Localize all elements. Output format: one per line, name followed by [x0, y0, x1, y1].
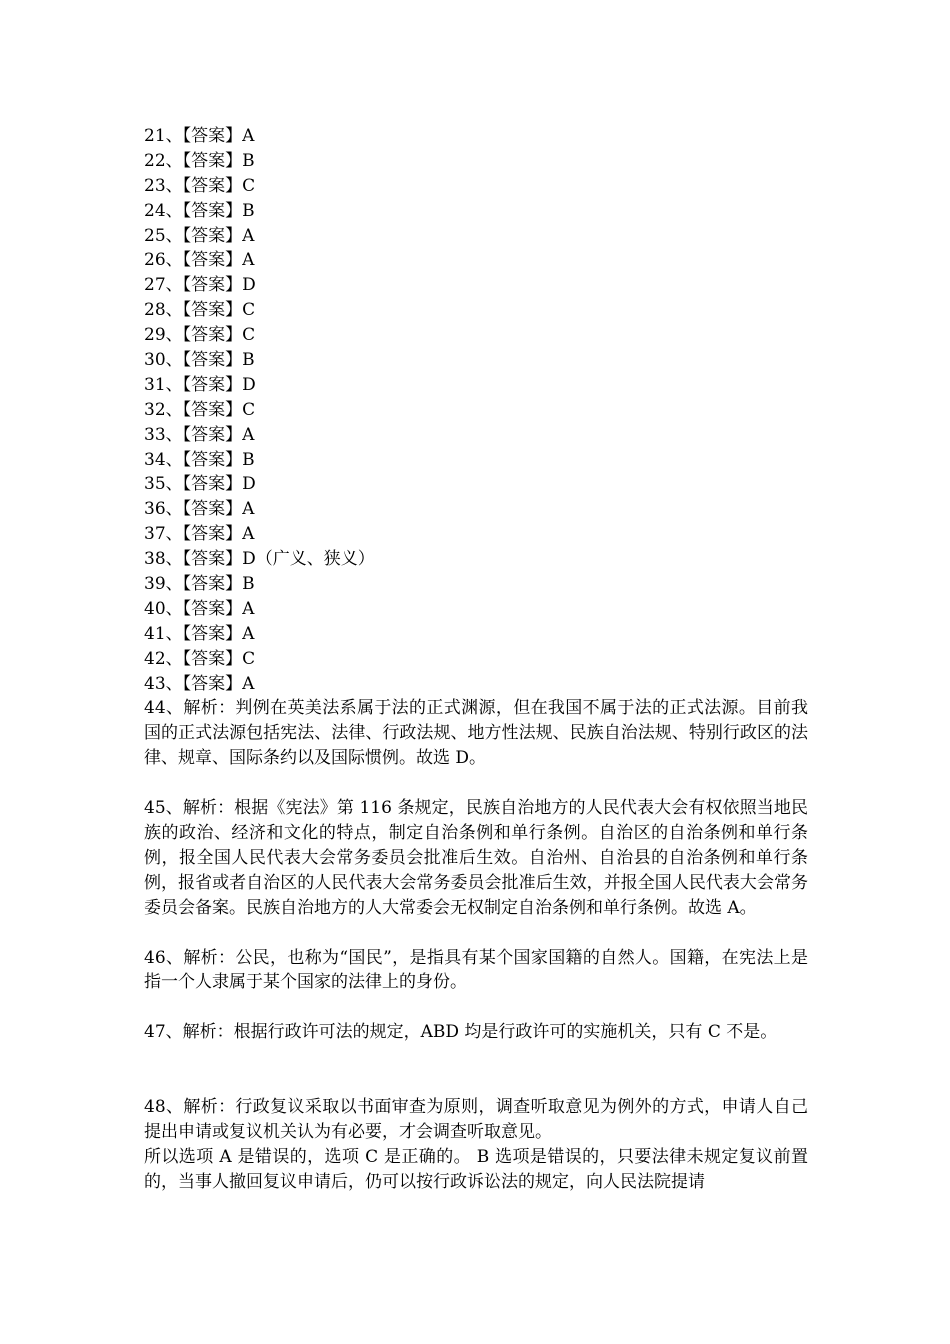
answer-line: 35、【答案】D — [144, 474, 256, 495]
paragraph-gap — [144, 771, 808, 796]
answer-line: 24、【答案】B — [144, 200, 255, 221]
answer-line: 41、【答案】A — [144, 623, 255, 644]
answer-line: 31、【答案】D — [144, 374, 256, 395]
paragraph-gap — [144, 1045, 808, 1095]
explanation-46: 46、解析：公民，也称为“国民”，是指具有某个国家国籍的自然人。国籍，在宪法上是指一个人隶属于某个国家的法律上的身份。 — [144, 947, 808, 993]
answer-line: 38、【答案】D（广义、狭义） — [144, 549, 375, 570]
document-page — [144, 124, 808, 1195]
answer-line: 27、【答案】D — [144, 275, 256, 296]
answer-line: 32、【答案】C — [144, 399, 256, 420]
answer-line: 33、【答案】A — [144, 424, 255, 445]
answer-line: 30、【答案】B — [144, 350, 255, 371]
answer-line: 29、【答案】C — [144, 325, 256, 346]
explanation-48-continued: 所以选项 A 是错误的，选项 C 是正确的。 B 选项是错误的，只要法律未规定复议前置的，当事人撤回复议申请后，仍可以按行政诉讼法的规定，向人民法院提请 — [144, 1146, 808, 1192]
answer-line: 22、【答案】B — [144, 150, 255, 171]
paragraph-gap — [144, 995, 808, 1020]
answer-line: 34、【答案】B — [144, 449, 255, 470]
answer-line: 40、【答案】A — [144, 598, 255, 619]
answer-line: 25、【答案】A — [144, 225, 255, 246]
answer-line: 42、【答案】C — [144, 648, 256, 669]
explanation-47: 47、解析：根据行政许可法的规定，ABD 均是行政许可的实施机关，只有 C 不是。 — [144, 1022, 778, 1043]
answer-line: 26、【答案】A — [144, 250, 255, 271]
answer-line: 23、【答案】C — [144, 175, 256, 196]
explanation-48: 48、解析：行政复议采取以书面审查为原则，调查听取意见为例外的方式，申请人自己提出申请或复议机关认为有必要，才会调查听取意见。 — [144, 1096, 808, 1142]
answer-line: 21、【答案】A — [144, 126, 255, 146]
answer-list — [144, 124, 808, 696]
answer-line: 43、【答案】A — [144, 673, 255, 694]
answer-line: 39、【答案】B — [144, 574, 255, 595]
answer-line: 37、【答案】A — [144, 524, 255, 545]
answer-line: 36、【答案】A — [144, 499, 255, 520]
explanation-44: 44、解析：判例在英美法系属于法的正式渊源，但在我国不属于法的正式法源。目前我国的正式法源包括宪法、法律、行政法规、地方性法规、民族自治法规、特别行政区的法律、规章、国际条约以及国际惯例。故选 D。 — [144, 698, 808, 769]
answer-line: 28、【答案】C — [144, 300, 256, 321]
explanation-45: 45、解析：根据《宪法》第 116 条规定，民族自治地方的人民代表大会有权依照当地民族的政治、经济和文化的特点，制定自治条例和单行条例。自治区的自治条例和单行条例，报全国人民代表大会常务委员会批准后生效。自治州、自治县的自治条例和单行条例，报省或者自治区的人民代表大会常务委员会批准后生效，并报全国人民代表大会常务委员会备案。民族自治地方的人大常委会无权制定自治条例和单行条例。故选 A。 — [144, 798, 808, 918]
paragraph-gap — [144, 921, 808, 946]
